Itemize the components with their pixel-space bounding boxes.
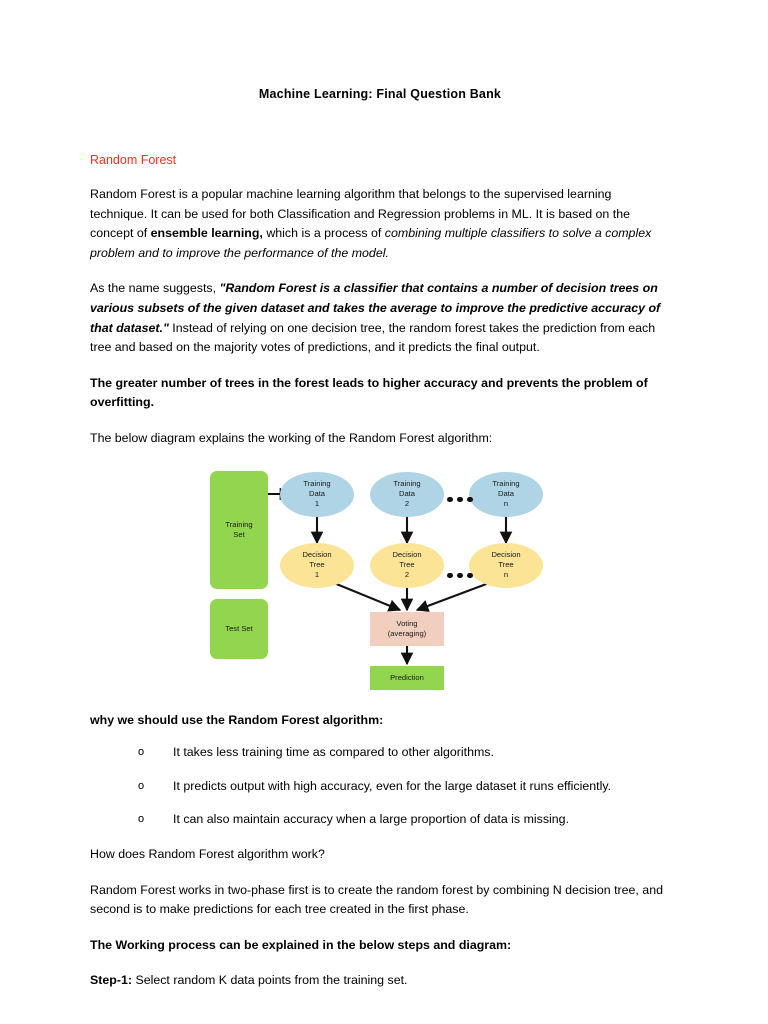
training-data-label-1: Training Data 1 <box>303 479 331 509</box>
list-item-label: It takes less training time as compared to other algorithms. <box>173 745 494 760</box>
benefits-list <box>90 743 670 830</box>
training-data-oval-1 <box>280 472 354 517</box>
decision-tree-ellipsis <box>447 573 473 579</box>
list-item <box>138 743 670 763</box>
dot <box>467 573 473 579</box>
step-1-label: Step-1: <box>90 973 132 988</box>
paragraph-intro-italic: combining multiple classifiers to solve a complex problem and to improve the performance of the model. <box>90 226 652 260</box>
document-content <box>90 86 670 991</box>
decision-tree-label-2: Decision Tree 2 <box>392 550 422 580</box>
paragraph-intro-part1: Random Forest is a popular machine learning algorithm that belongs to the supervised learning technique. It can be used for both Classification and Regression problems in ML. It is based on the concept of <box>90 187 630 241</box>
prediction-label: Prediction <box>390 672 424 682</box>
voting-label: Voting (averaging) <box>387 618 427 638</box>
dot <box>447 497 453 503</box>
list-item <box>138 777 670 797</box>
bullet-marker-icon: o <box>138 779 145 792</box>
dot <box>467 497 473 503</box>
paragraph-why-heading <box>90 711 670 731</box>
test-set-label: Test Set <box>225 623 253 633</box>
page-title: Machine Learning: Final Question Bank <box>258 87 502 101</box>
paragraph-intro <box>90 185 670 263</box>
section-heading-random-forest: Random Forest <box>90 152 177 167</box>
decision-tree-oval-2 <box>370 543 444 588</box>
dot <box>457 573 463 579</box>
step-1-text: Select random K data points from the training set. <box>132 973 408 988</box>
decision-tree-label-1: Decision Tree 1 <box>302 550 332 580</box>
training-data-label-n: Training Data n <box>492 479 520 509</box>
paragraph-definition-part2: Instead of relying on one decision tree, the random forest takes the prediction from each tree and based on the majority votes of predictions, and it predicts the final output. <box>90 320 656 355</box>
list-item-label: It can also maintain accuracy when a large proportion of data is missing. <box>173 812 570 827</box>
training-data-oval-n <box>469 472 543 517</box>
list-item <box>138 810 670 830</box>
training-data-label-2: Training Data 2 <box>393 479 421 509</box>
paragraph-intro-bold: ensemble learning, <box>150 226 263 241</box>
paragraph-step-1 <box>90 971 670 991</box>
bullet-marker-icon: o <box>138 813 145 826</box>
training-data-ellipsis <box>447 497 473 503</box>
training-set-label: Training Set <box>225 519 253 539</box>
paragraph-definition <box>90 279 670 357</box>
random-forest-diagram <box>90 463 670 695</box>
voting-box <box>370 612 444 646</box>
working-process-bold: The Working process can be explained in the below steps and diagram: <box>90 937 512 952</box>
bullet-marker-icon: o <box>138 746 145 759</box>
test-set-box <box>210 599 268 659</box>
paragraph-how-question: How does Random Forest algorithm work? <box>90 846 325 861</box>
prediction-box <box>370 666 444 690</box>
dot <box>457 497 463 503</box>
decision-tree-oval-n <box>469 543 543 588</box>
list-item-label: It predicts output with high accuracy, even for the large dataset it runs efficiently. <box>173 778 612 793</box>
paragraph-diagram-intro: The below diagram explains the working of the Random Forest algorithm: <box>90 430 493 445</box>
paragraph-intro-part2: which is a process of <box>262 226 385 241</box>
why-heading-bold: why we should use the Random Forest algorithm: <box>90 712 384 727</box>
dot <box>447 573 453 579</box>
paragraph-working-process <box>90 936 670 956</box>
training-data-oval-2 <box>370 472 444 517</box>
paragraph-accuracy-note-bold: The greater number of trees in the forest leads to higher accuracy and prevents the problem of overfitting. <box>90 375 648 410</box>
decision-tree-label-n: Decision Tree n <box>491 550 521 580</box>
paragraph-definition-part1: As the name suggests, <box>90 281 220 296</box>
paragraph-accuracy-note <box>90 374 670 413</box>
training-set-box <box>210 471 268 589</box>
paragraph-definition-quote: "Random Forest is a classifier that contains a number of decision trees on various subsets of the given dataset and takes the average to improve the predictive accuracy of that dataset." <box>90 281 661 335</box>
diagram-canvas <box>204 463 564 695</box>
paragraph-two-phase: Random Forest works in two-phase first is to create the random forest by combining N decision tree, and second is to make predictions for each tree created in the first phase. <box>90 882 663 917</box>
decision-tree-oval-1 <box>280 543 354 588</box>
